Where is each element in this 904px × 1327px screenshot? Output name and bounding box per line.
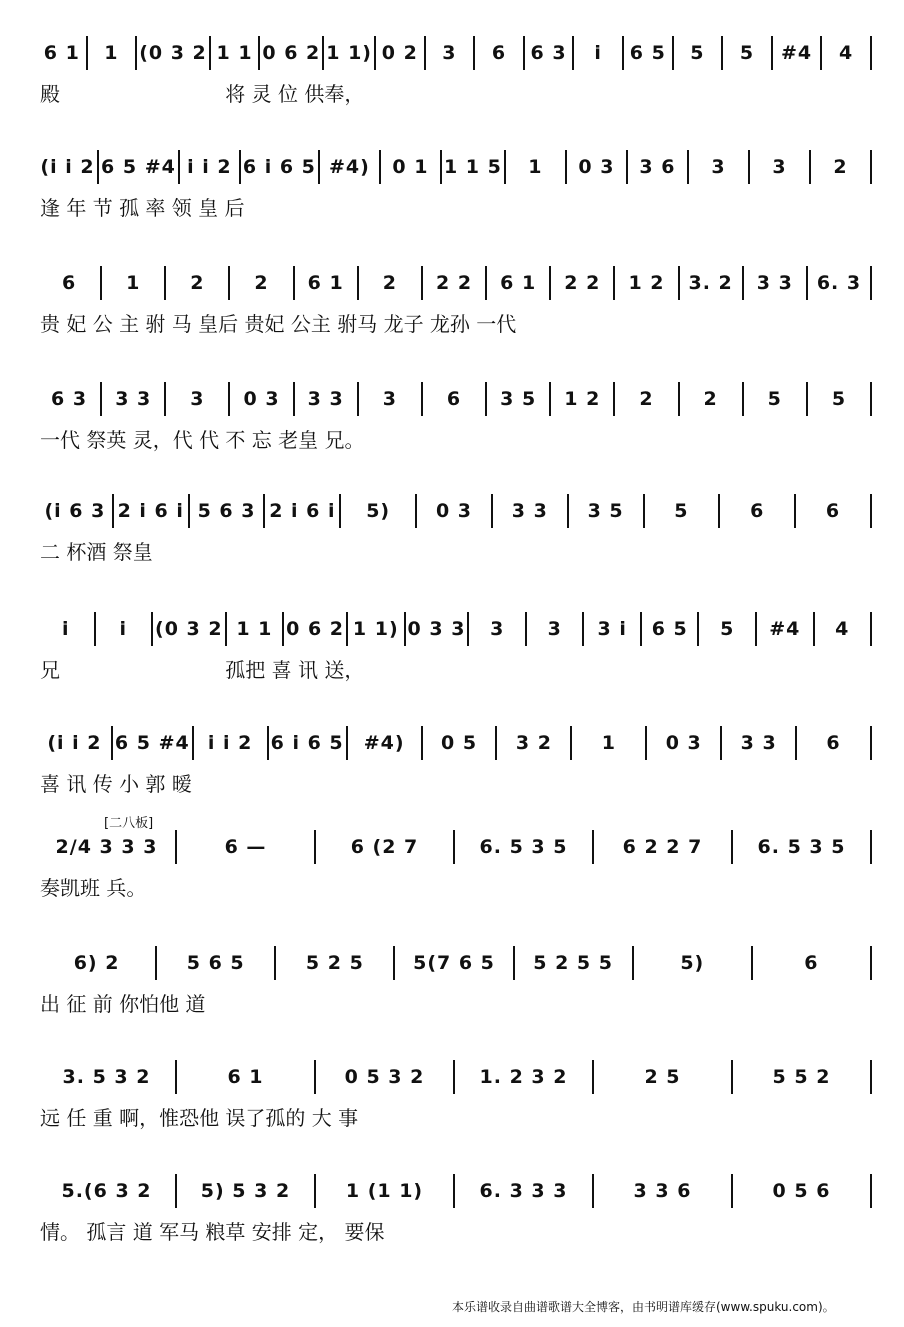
measure: 1 bbox=[528, 156, 543, 178]
barline bbox=[870, 1060, 872, 1094]
measure: 5.(6 3 2 bbox=[61, 1180, 152, 1202]
measure: 6 3 bbox=[530, 42, 567, 64]
measure: 0 6 2 bbox=[262, 42, 321, 64]
barline bbox=[293, 266, 295, 300]
lyric-text: 出 征 前 你怕他 道 bbox=[40, 992, 206, 1016]
barline bbox=[467, 612, 469, 646]
measure: 6) 2 bbox=[73, 952, 120, 974]
measure: 1 1) bbox=[326, 42, 372, 64]
barline bbox=[97, 150, 99, 184]
measure: #4) bbox=[329, 156, 370, 178]
measure: 3 3 bbox=[740, 732, 777, 754]
barline bbox=[424, 36, 426, 70]
barline bbox=[613, 266, 615, 300]
barline bbox=[374, 36, 376, 70]
notation bbox=[40, 1062, 874, 1092]
measure: 6 1 bbox=[500, 272, 537, 294]
barline bbox=[314, 830, 316, 864]
measure: 0 5 bbox=[440, 732, 478, 754]
barline bbox=[473, 36, 475, 70]
barline bbox=[404, 612, 406, 646]
measure: i i 2 bbox=[207, 732, 253, 754]
measure: 5 2 5 bbox=[305, 952, 364, 974]
barline bbox=[239, 150, 241, 184]
measure: 6 bbox=[750, 500, 765, 522]
barline bbox=[870, 946, 872, 980]
barline bbox=[491, 494, 493, 528]
measure: 5 bbox=[767, 388, 782, 410]
measure: i bbox=[594, 42, 602, 64]
barline bbox=[94, 612, 96, 646]
measure: 3 6 bbox=[639, 156, 676, 178]
notation bbox=[40, 268, 874, 298]
lyric-text: 一代 祭英 灵，代 代 不 忘 老皇 兄。 bbox=[40, 428, 365, 452]
barline bbox=[592, 1060, 594, 1094]
notation bbox=[40, 496, 874, 526]
lyric-text: 奏凯班 兵。 bbox=[40, 876, 147, 900]
barline bbox=[513, 946, 515, 980]
measure: 5(7 6 5 bbox=[413, 952, 495, 974]
measure: 2 bbox=[382, 272, 397, 294]
measure: 3 3 bbox=[756, 272, 793, 294]
measure: (i 6 3 bbox=[44, 500, 106, 522]
measure: 6. 5 3 5 bbox=[479, 836, 568, 858]
barline bbox=[643, 494, 645, 528]
barline bbox=[453, 1174, 455, 1208]
measure: 1 2 bbox=[628, 272, 665, 294]
measure: 0 5 3 2 bbox=[344, 1066, 425, 1088]
measure: 3 bbox=[711, 156, 726, 178]
barline bbox=[870, 382, 872, 416]
measure: 3 3 bbox=[115, 388, 152, 410]
measure: (0 3 2 bbox=[139, 42, 207, 64]
barline bbox=[632, 946, 634, 980]
measure: 0 3 bbox=[243, 388, 280, 410]
score-line bbox=[0, 870, 904, 1016]
barline bbox=[322, 36, 324, 70]
measure: 1 1 bbox=[216, 42, 253, 64]
measure: 6 5 bbox=[629, 42, 666, 64]
measure: 6 2 2 7 bbox=[622, 836, 703, 858]
notation bbox=[40, 614, 874, 644]
measure: 5 6 5 bbox=[186, 952, 245, 974]
measure: 6 — bbox=[224, 836, 267, 858]
measure: 1 1 5 bbox=[443, 156, 502, 178]
measure: #4 bbox=[769, 618, 801, 640]
measure: 2 bbox=[639, 388, 654, 410]
measure: 2 bbox=[254, 272, 269, 294]
measure: 3 bbox=[190, 388, 205, 410]
measure: 2 bbox=[833, 156, 848, 178]
measure: (i i 2 bbox=[40, 156, 95, 178]
measure: 1 2 bbox=[564, 388, 601, 410]
measure: 3. 5 3 2 bbox=[62, 1066, 151, 1088]
barline bbox=[339, 494, 341, 528]
barline bbox=[175, 1060, 177, 1094]
barline bbox=[379, 150, 381, 184]
barline bbox=[282, 612, 284, 646]
measure: 0 5 6 bbox=[772, 1180, 831, 1202]
measure: 3 5 bbox=[587, 500, 624, 522]
lyric-text: 远 任 重 啊，惟恐他 误了孤的 大 事 bbox=[40, 1106, 359, 1130]
footer-note: 本乐谱收录自曲谱歌谱大全博客，由书明谱库缓存(www.spuku.com)。 bbox=[452, 1300, 835, 1314]
measure: 6. 3 bbox=[816, 272, 862, 294]
barline bbox=[806, 382, 808, 416]
measure: 5) bbox=[366, 500, 391, 522]
barline bbox=[135, 36, 137, 70]
barline bbox=[870, 266, 872, 300]
barline bbox=[794, 494, 796, 528]
barline bbox=[626, 150, 628, 184]
measure: 6 i 6 5 bbox=[242, 156, 316, 178]
measure: i bbox=[119, 618, 128, 640]
barline bbox=[112, 494, 114, 528]
measure: 6 (2 7 bbox=[350, 836, 419, 858]
lyrics bbox=[40, 1216, 874, 1242]
barline bbox=[870, 612, 872, 646]
measure: 4 bbox=[839, 42, 854, 64]
measure: 2 5 bbox=[644, 1066, 681, 1088]
measure: 3 2 bbox=[515, 732, 552, 754]
measure: 0 3 3 bbox=[407, 618, 466, 640]
measure: 0 3 bbox=[578, 156, 615, 178]
measure: 5 bbox=[690, 42, 705, 64]
barline bbox=[453, 830, 455, 864]
barline bbox=[346, 612, 348, 646]
barline bbox=[485, 266, 487, 300]
barline bbox=[731, 1174, 733, 1208]
barline bbox=[175, 1174, 177, 1208]
barline bbox=[188, 494, 190, 528]
measure: 6 5 #4 bbox=[101, 156, 176, 178]
barline bbox=[421, 266, 423, 300]
barline bbox=[209, 36, 211, 70]
measure: 5 bbox=[674, 500, 689, 522]
measure: 0 3 bbox=[665, 732, 702, 754]
barline bbox=[228, 382, 230, 416]
barline bbox=[870, 150, 872, 184]
measure: 6 3 bbox=[51, 388, 88, 410]
measure: #4 bbox=[780, 42, 813, 64]
measure: 1. 2 3 2 bbox=[479, 1066, 568, 1088]
barline bbox=[718, 494, 720, 528]
barline bbox=[687, 150, 689, 184]
measure: 6 bbox=[804, 952, 819, 974]
measure: 1 bbox=[126, 272, 141, 294]
measure: 0 2 bbox=[381, 42, 418, 64]
notation bbox=[40, 832, 874, 862]
score-line bbox=[0, 754, 904, 900]
barline bbox=[640, 612, 642, 646]
measure: 1 bbox=[104, 42, 119, 64]
measure: 6. 5 3 5 bbox=[757, 836, 846, 858]
section-tag: [二八板] bbox=[104, 816, 154, 831]
notation bbox=[40, 38, 874, 68]
barline bbox=[357, 382, 359, 416]
barline bbox=[357, 266, 359, 300]
measure: 6 bbox=[446, 388, 462, 410]
measure: 3 bbox=[547, 618, 562, 640]
score-line bbox=[0, 190, 904, 336]
score-line bbox=[0, 306, 904, 452]
barline bbox=[393, 946, 395, 980]
lyric-text: 殿 将 灵 位 供奉， bbox=[40, 82, 365, 106]
measure: 3 3 bbox=[511, 500, 548, 522]
measure: (i i 2 bbox=[47, 732, 102, 754]
notation bbox=[40, 1176, 874, 1206]
barline bbox=[274, 946, 276, 980]
measure: 6 1 bbox=[227, 1066, 264, 1088]
barline bbox=[672, 36, 674, 70]
barline bbox=[155, 946, 157, 980]
barline bbox=[228, 266, 230, 300]
barline bbox=[582, 612, 584, 646]
score-line bbox=[0, 650, 904, 796]
barline bbox=[440, 150, 442, 184]
barline bbox=[164, 266, 166, 300]
measure: 6 bbox=[825, 500, 841, 522]
barline bbox=[314, 1174, 316, 1208]
barline bbox=[314, 1060, 316, 1094]
measure: 6 1 bbox=[307, 272, 344, 294]
barline bbox=[870, 494, 872, 528]
barline bbox=[415, 494, 417, 528]
barline bbox=[748, 150, 750, 184]
measure: 1 (1 1) bbox=[345, 1180, 424, 1202]
barline bbox=[771, 36, 773, 70]
measure: 5 5 2 bbox=[772, 1066, 831, 1088]
barline bbox=[751, 946, 753, 980]
measure: 6 i 6 5 bbox=[270, 732, 344, 754]
measure: 5 2 5 5 bbox=[533, 952, 613, 974]
barline bbox=[293, 382, 295, 416]
lyric-text: 情。 孤言 道 军马 粮草 安排 定， 要保 bbox=[40, 1220, 385, 1244]
measure: 3 3 6 bbox=[633, 1180, 692, 1202]
measure: 3 bbox=[772, 156, 787, 178]
measure: 0 1 bbox=[392, 156, 429, 178]
measure: 2 i 6 i bbox=[117, 500, 184, 522]
barline bbox=[263, 494, 265, 528]
measure: 5 6 3 bbox=[197, 500, 256, 522]
barline bbox=[755, 612, 757, 646]
barline bbox=[549, 266, 551, 300]
measure: (0 3 2 bbox=[155, 618, 223, 640]
measure: i bbox=[62, 618, 70, 640]
barline bbox=[806, 266, 808, 300]
notation bbox=[40, 152, 874, 182]
lyric-text: 贵 妃 公 主 驸 马 皇后 贵妃 公主 驸马 龙子 龙孙 一代 bbox=[40, 312, 517, 336]
measure: 3 bbox=[442, 42, 457, 64]
measure: 1 1 bbox=[236, 618, 273, 640]
measure: 3 5 bbox=[500, 388, 537, 410]
measure: 3 bbox=[490, 618, 505, 640]
measure: 1 1) bbox=[352, 618, 399, 640]
barline bbox=[870, 36, 872, 70]
measure: 6 1 bbox=[43, 42, 80, 64]
measure: 3 bbox=[382, 388, 397, 410]
barline bbox=[678, 266, 680, 300]
measure: #4) bbox=[363, 732, 405, 754]
measure: 5) 5 3 2 bbox=[200, 1180, 291, 1202]
measure: 0 6 2 bbox=[286, 618, 345, 640]
score-line bbox=[0, 418, 904, 564]
measure: 2 2 bbox=[564, 272, 601, 294]
barline bbox=[742, 266, 744, 300]
barline bbox=[697, 612, 699, 646]
barline bbox=[820, 36, 822, 70]
score-line bbox=[0, 984, 904, 1130]
notation bbox=[40, 948, 874, 978]
measure: 1 bbox=[601, 732, 616, 754]
barline bbox=[731, 1060, 733, 1094]
barline bbox=[549, 382, 551, 416]
measure: 6 5 bbox=[651, 618, 688, 640]
barline bbox=[813, 612, 815, 646]
barline bbox=[567, 494, 569, 528]
measure: 5 bbox=[720, 618, 735, 640]
barline bbox=[164, 382, 166, 416]
lyric-text: 二 杯酒 祭皇 bbox=[40, 540, 153, 564]
measure: 6 bbox=[61, 272, 77, 294]
barline bbox=[504, 150, 506, 184]
barline bbox=[870, 1174, 872, 1208]
score-line bbox=[0, 0, 904, 106]
barline bbox=[453, 1060, 455, 1094]
measure: 2 i 6 i bbox=[269, 500, 336, 522]
barline bbox=[742, 382, 744, 416]
barline bbox=[721, 36, 723, 70]
score-line bbox=[0, 536, 904, 682]
barline bbox=[678, 382, 680, 416]
measure: 2 2 bbox=[435, 272, 473, 294]
measure: 3 i bbox=[597, 618, 627, 640]
measure: 6 5 #4 bbox=[114, 732, 190, 754]
barline bbox=[731, 830, 733, 864]
measure: 2/4 3 3 3 bbox=[55, 836, 158, 858]
barline bbox=[809, 150, 811, 184]
barline bbox=[100, 266, 102, 300]
barline bbox=[870, 830, 872, 864]
barline bbox=[258, 36, 260, 70]
lyric-text: 逢 年 节 孤 率 领 皇 后 bbox=[40, 196, 245, 220]
barline bbox=[318, 150, 320, 184]
barline bbox=[523, 36, 525, 70]
barline bbox=[151, 612, 153, 646]
lyric-text: 喜 讯 传 小 郭 暧 bbox=[40, 772, 192, 796]
barline bbox=[100, 382, 102, 416]
measure: 5 bbox=[739, 42, 755, 64]
barline bbox=[175, 830, 177, 864]
measure: i i 2 bbox=[187, 156, 232, 178]
measure: 6. 3 3 3 bbox=[479, 1180, 568, 1202]
notation bbox=[40, 384, 874, 414]
measure: 6 bbox=[491, 42, 507, 64]
barline bbox=[592, 1174, 594, 1208]
lyric-text: 兄 孤把 喜 讯 送， bbox=[40, 658, 365, 682]
barline bbox=[525, 612, 527, 646]
measure: 5 bbox=[831, 388, 847, 410]
measure: 0 3 bbox=[435, 500, 472, 522]
barline bbox=[592, 830, 594, 864]
barline bbox=[421, 382, 423, 416]
score-line bbox=[0, 74, 904, 220]
measure: 2 bbox=[703, 388, 718, 410]
barline bbox=[613, 382, 615, 416]
measure: 3 3 bbox=[307, 388, 344, 410]
barline bbox=[565, 150, 567, 184]
barline bbox=[485, 382, 487, 416]
measure: 4 bbox=[835, 618, 850, 640]
barline bbox=[622, 36, 624, 70]
barline bbox=[86, 36, 88, 70]
barline bbox=[225, 612, 227, 646]
barline bbox=[572, 36, 574, 70]
barline bbox=[178, 150, 180, 184]
measure: 5) bbox=[680, 952, 705, 974]
measure: 6 bbox=[826, 732, 841, 754]
measure: 3. 2 bbox=[688, 272, 733, 294]
score-line bbox=[0, 1098, 904, 1244]
measure: 2 bbox=[190, 272, 205, 294]
